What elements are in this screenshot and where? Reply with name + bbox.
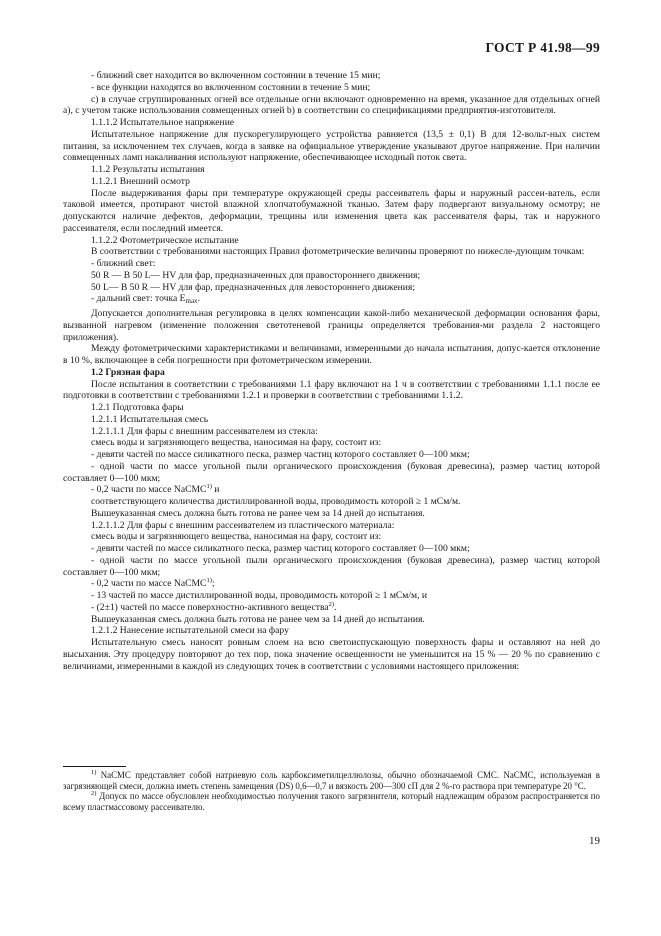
paragraph: В соответствии с требованиями настоящих Правил фотометрические величины проверяют по нижесле-дующим точкам: (91, 246, 585, 258)
paragraph: c) в случае сгруппированных огней все отдельные огни включают одновременно на время, указанное для отдельных огней а), с учетом также использования совмещенных огней b) в соответствии со спецификациями предприятия-изготовителя. (63, 93, 600, 117)
section-heading: 1.2.1 Подготовка фары (91, 402, 184, 413)
text-span: - 0,2 части по массе NaCMC (91, 484, 207, 496)
paragraph: Вышеуказанная смесь должна быть готова не ранее чем за 14 дней до испытания. (91, 613, 425, 625)
list-item: 50 R — B 50 L— HV для фар, предназначенных для правостороннего движения; (91, 269, 421, 281)
paragraph: Между фотометрическими характеристиками и величинами, измеренными до начала испытания, допус-кается отклонение в 10 %, включающее в себя погрешности при фотометрическом измерении. (63, 343, 600, 366)
list-item (63, 578, 600, 590)
paragraph: смесь воды и загрязняющего вещества, наносимая на фару, состоит из: (91, 437, 382, 449)
list-item: - ближний свет: (91, 258, 156, 269)
section-heading: 1.2.1.1.1 Для фары с внешним рассеивателем из стекла: (91, 425, 318, 437)
list-item: - одной части по массе угольной пыли органического происхождения (буковая древесина), размер частиц которой составляет 0—100 мкм; (63, 554, 600, 578)
footnote (63, 791, 600, 812)
paragraph: соответствующего количества дистиллированной воды, проводимость которой ≥ 1 мСм/м. (91, 496, 461, 507)
section-heading: 1.1.2.1 Внешний осмотр (91, 175, 190, 187)
text-span: - 0,2 части по массе NaCMC (91, 578, 207, 590)
paragraph: - ближний свет находится во включенном состоянии в течение 15 мин; (91, 70, 381, 81)
footnote-divider (63, 766, 126, 767)
text-span: - (2±1) частей по массе поверхностно-активного вещества (91, 601, 329, 613)
paragraph: Вышеуказанная смесь должна быть готова не ранее чем за 14 дней до испытания. (91, 507, 425, 519)
paragraph: Испытательное напряжение для пускорегулирующего устройства равняется (13,5 ± 0,1) В для 12-вольт-ных систем питания, за исключением тех случаев, когда в заявке на официальное утверждение указывают другое напряжение. При наличии совмещенных ламп накаливания используют напряжение, обеспечивающее исходный поток света. (63, 128, 600, 164)
paragraph: Допускается дополнительная регулировка в целях компенсации какой-либо механической деформации основания фары, вызванной нагревом (изменение положения светотеневой границы определяется требования-ми раздела 2 настоящего приложения). (63, 308, 600, 343)
footnote-ref: 1) (206, 577, 212, 585)
section-heading-bold: 1.2 Грязная фара (91, 366, 165, 378)
body-text (63, 70, 600, 672)
text-span: . (334, 601, 337, 613)
page-number: 19 (589, 835, 600, 847)
footnote-text: NaCMC представляет собой натриевую соль карбоксиметилцеллюлозы, обычно обозначаемой CMC. NaCMC, используемая в загрязняющей смеси, должна иметь степень замещения (DS) 0,6—0,7 и вязкость 200—300 сП для 2 %-го раствора при температуре 20 °C. (63, 770, 600, 791)
paragraph: После выдерживания фары при температуре окружающей среды рассеиватель фары и наружный рассеи-ватель, если таковой имеется, протирают чистой влажной хлопчатобумажной тканью. Затем фару подвергают визуальному осмотру; не допускаются наличие дефектов, деформации, трещины или изменения цвета как рассеивателя фары, так и наружного рассеивателя, если последний имеется. (63, 187, 600, 234)
subscript: max (185, 297, 198, 306)
list-item (63, 484, 600, 496)
section-heading: 1.2.1.1 Испытательная смесь (91, 413, 209, 425)
list-item (63, 293, 600, 308)
text-span: и (211, 484, 220, 496)
list-item: - одной части по массе угольной пыли органического происхождения (буковая древесина), размер частиц которой составляет 0—100 мкм; (63, 460, 600, 484)
paragraph: После испытания в соответствии с требованиями 1.1 фару включают на 1 ч в соответствии с требованиями 1.1.1 после ее подготовки в соответствии с требованиями 1.2.1 и проверки в соответствии с требованиями 1.1.2. (63, 378, 600, 402)
list-item: 50 L— B 50 R — HV для фар, предназначенных для левостороннего движения; (91, 281, 415, 293)
section-heading: 1.1.1.2 Испытательное напряжение (91, 117, 235, 128)
footnote-text: Допуск по массе обусловлен необходимостью получения такого загрязнителя, который надлежащим образом распространяется по всему пластмассовому рассеивателю. (63, 791, 600, 812)
text-span: - дальний свет: точка E (91, 293, 186, 305)
list-item: - девяти частей по массе силикатного песка, размер частиц которого составляет 0—100 мкм; (91, 543, 470, 554)
text-span: . (197, 293, 200, 305)
section-heading: 1.1.2 Результаты испытания (91, 164, 205, 175)
section-heading: 1.1.2.2 Фотометрическое испытание (91, 234, 239, 246)
list-item (63, 602, 600, 614)
footnote-ref: 2) (328, 600, 335, 608)
text-span: ; (211, 578, 215, 590)
footnote-marker: 1) (91, 769, 97, 776)
paragraph: Испытательную смесь наносят ровным слоем на всю светоиспускающую поверхность фары и оставляют на ней до высыхания. Эту процедуру повторяют до тех пор, пока значение освещенности не уменьшится на 15 % — 20 % по сравнению с величинами, измеренными в каждой из следующих точек в соответствии с условиями настоящего приложения: (63, 637, 600, 672)
list-item: - 13 частей по массе дистиллированной воды, проводимость которой ≥ 1 мСм/м, и (91, 590, 428, 601)
footnote-marker: 2) (91, 790, 97, 798)
footnote (63, 770, 600, 791)
footnote-ref: 1) (206, 483, 212, 491)
paragraph: - все функции находятся во включенном состоянии в течение 5 мин; (91, 81, 371, 93)
list-item: - девяти частей по массе силикатного песка, размер частиц которого составляет 0—100 мкм; (91, 449, 470, 460)
document-header: ГОСТ Р 41.98—99 (485, 40, 600, 55)
footnotes (63, 770, 600, 812)
section-heading: 1.2.1.2 Нанесение испытательной смеси на фару (91, 625, 289, 637)
section-heading: 1.2.1.1.2 Для фары с внешним рассеивателем из пластического материала: (91, 519, 395, 531)
paragraph: смесь воды и загрязняющего вещества, наносимая на фару, состоит из: (91, 531, 382, 543)
